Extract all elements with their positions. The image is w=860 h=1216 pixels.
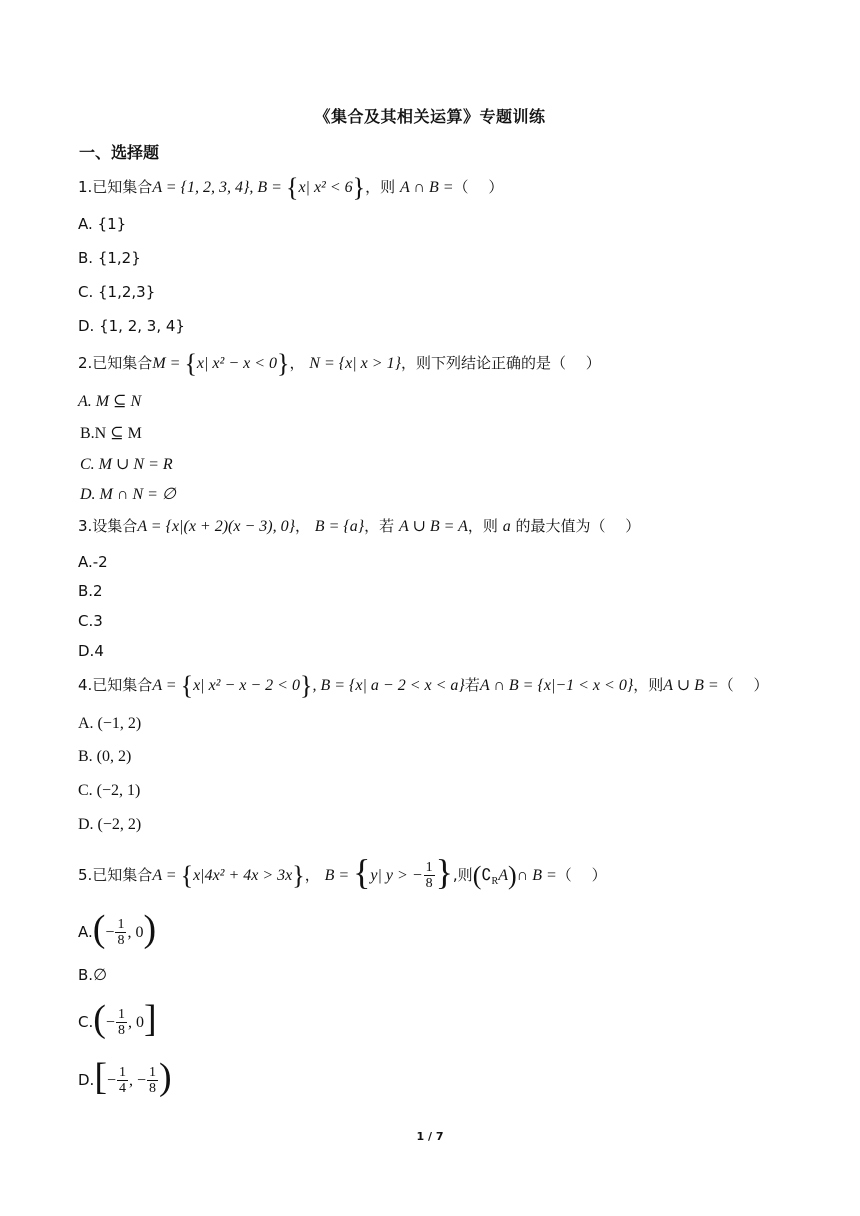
question-5: 5.已知集合A = {x|4x² + 4x > 3x}， B = {y| y > − $\frac{1}{8}$ },则$(∁_RA)\cap$ B =（ ） (78, 852, 607, 892)
question-3-expr2: B = {a} (314, 518, 365, 535)
question-2-option-d: D. M ∩ N = ∅ (80, 486, 176, 503)
fraction: $\frac{1}{4}$ (119, 1065, 127, 1096)
question-3: 3.设集合A = {x|(x + 2)(x − 3), 0}， B = {a}，若 A ∪ B = A，则 a 的最大值为（ ） (78, 517, 641, 535)
fraction: $\frac{1}{8}$ (425, 860, 433, 891)
question-3-tail: 的最大值为（ ） (515, 517, 641, 535)
question-4-lead: 4.已知集合 (78, 676, 153, 694)
question-4-expr1: A = (152, 677, 181, 694)
question-1-option-c: C. {1,2,3} (78, 283, 156, 301)
question-2-option-b: B.N ⊆ M (80, 425, 142, 442)
question-4-option-d: D. (−2, 2) (78, 816, 142, 833)
question-1: 1.已知集合A = {1, 2, 3, 4}, B = {x| x² < 6}，则 A ∩ B =（ ） (78, 173, 504, 202)
question-2-option-a: A. M ⊆ N (78, 393, 142, 410)
question-5-expr3: ∩ B = (516, 867, 557, 884)
question-4-expr4: A ∪ B = (663, 677, 719, 694)
question-3-expr1: A = {x|(x + 2)(x − 3), 0} (137, 518, 295, 535)
question-5-set2: y| y > − (370, 867, 423, 884)
question-5-lead: 5.已知集合 (78, 866, 153, 884)
question-2-expr2: N = {x| x > 1} (309, 355, 401, 372)
question-1-expr: A = {1, 2, 3, 4}, B = (152, 179, 286, 196)
question-3-var: a (502, 518, 511, 535)
question-1-option-b: B. {1,2} (78, 249, 141, 267)
question-1-paren: （ ） (453, 178, 504, 196)
page-title: 《集合及其相关运算》专题训练 (314, 107, 546, 126)
question-2-sep: ， (289, 354, 305, 372)
question-4-option-a: A. (−1, 2) (78, 715, 142, 732)
question-1-option-d: D. {1, 2, 3, 4} (78, 317, 185, 335)
question-5-expr1: A = (152, 867, 181, 884)
question-2-tail: ，则下列结论正确的是（ ） (400, 354, 601, 372)
question-1-lead: 1.已知集合 (78, 178, 153, 196)
page-number: 1 / 7 (416, 1130, 444, 1143)
question-3-option-c: C.3 (78, 612, 103, 630)
question-4: 4.已知集合A = {x| x² − x − 2 < 0}, B = {x| a − 2 < x < a}若A ∩ B = {x|−1 < x < 0}，则A ∪ B =（ ） (78, 671, 769, 700)
question-2-expr: M = (152, 355, 185, 372)
question-5-option-c: C.(− $\frac{1}{8}$ , 0] (78, 998, 157, 1040)
complement-symbol: ∁ (481, 867, 492, 884)
question-5-option-d: D.[− $\frac{1}{4}$ , − $\frac{1}{8}$ ) (78, 1056, 172, 1098)
question-3-option-b: B.2 (78, 582, 103, 600)
question-5-expr2: B = (324, 867, 354, 884)
question-2: 2.已知集合M = {x| x² − x < 0}， N = {x| x > 1}，则下列结论正确的是（ ） (78, 349, 601, 378)
question-3-lead: 3.设集合 (78, 517, 138, 535)
section-heading: 一、选择题 (79, 143, 160, 162)
question-2-option-c: C. M ∪ N = R (80, 456, 173, 473)
question-3-option-d: D.4 (78, 642, 104, 660)
question-4-expr3: A ∩ B = {x|−1 < x < 0} (479, 677, 634, 694)
question-3-expr3: A ∪ B = A (398, 518, 468, 535)
question-5-set1: x|4x² + 4x > 3x (193, 867, 293, 884)
question-4-option-b: B. (0, 2) (78, 748, 132, 765)
fraction: $\frac{1}{8}$ (117, 917, 125, 948)
question-1-set: x| x² < 6 (298, 179, 353, 196)
question-1-tail: ，则 (365, 178, 396, 196)
question-2-lead: 2.已知集合 (78, 354, 153, 372)
question-5-option-a: A.(− $\frac{1}{8}$ , 0) (78, 908, 157, 950)
fraction: $\frac{1}{8}$ (117, 1007, 125, 1038)
fraction: $\frac{1}{8}$ (149, 1065, 157, 1096)
question-2-set: x| x² − x < 0 (196, 355, 278, 372)
question-3-option-a: A.-2 (78, 553, 108, 571)
question-5-option-b: B.∅ (78, 966, 107, 984)
question-4-set: x| x² − x − 2 < 0 (193, 677, 300, 694)
question-4-option-c: C. (−2, 1) (78, 782, 141, 799)
question-1-option-a: A. {1} (78, 215, 127, 233)
question-4-expr2: , B = {x| a − 2 < x < a} (312, 677, 465, 694)
question-1-expr2: A ∩ B = (399, 179, 454, 196)
